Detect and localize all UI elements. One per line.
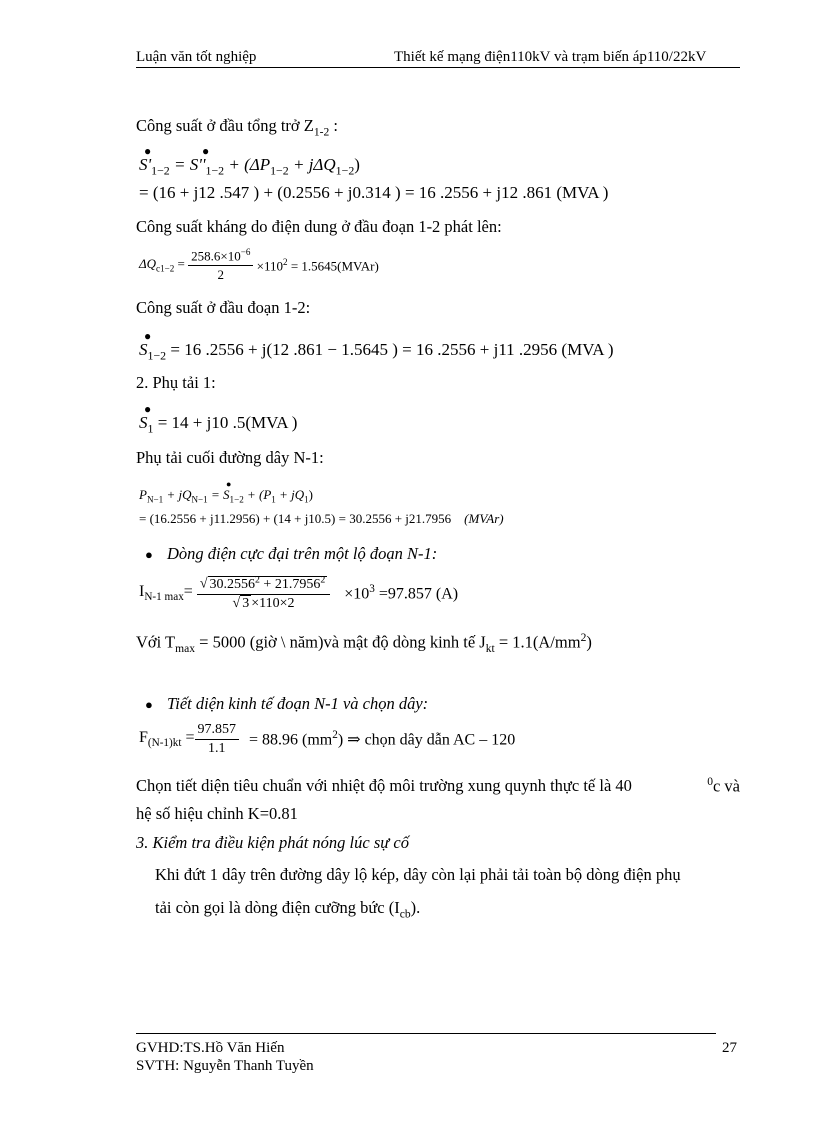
paragraph-fault-current-line2: tải còn gọi là dòng điện cưỡng bức $(I_{cb})$.	[155, 898, 421, 921]
bullet-cross-section: ● Tiết diện kinh tế đoạn N-1 và chọn dây:	[145, 694, 429, 713]
equation-s1: ● $S_1 = 14 + j10$ .5(MVA )	[139, 402, 298, 436]
bullet-max-current: ● Dòng điện cực đại trên một lộ đoạn N-1:	[145, 544, 438, 563]
phasor-dot-icon: ●	[226, 479, 232, 489]
page-number: 27	[722, 1040, 737, 1056]
heading-load-1: 2. Phụ tải 1:	[136, 373, 216, 392]
equation-pn1: ● $P_{N-1} + jQ_{N-1} = S_{1-2} + (P_1 + jQ_1)$	[139, 479, 314, 505]
footer-student: SVTH: Nguyễn Thanh Tuyền	[136, 1058, 314, 1074]
phasor-dot-icon: ●	[144, 329, 152, 343]
equation-s-prime: ● ● $S'_{1-2} = S''_{1-2} + (\Delta P_{1-2} + j\Delta Q_{1-2})$	[139, 144, 360, 178]
phasor-dot-icon: ●	[144, 144, 152, 158]
fraction-fkt: $\frac{97.857}{1.1}$	[195, 722, 240, 757]
phasor-dot-icon: ●	[202, 144, 210, 158]
phasor-dot-icon: ●	[144, 402, 152, 416]
paragraph-tmax: Với $T_{max} = 5000$ (giờ \ năm)và mật độ dòng kinh tế $J_{kt} = 1.1(A/mm^2)$	[136, 632, 592, 655]
bullet-icon: ●	[145, 547, 153, 562]
fraction-delta-qc: $\frac{258.6\times 10^{-6}}{2}$	[188, 247, 253, 283]
bullet-icon: ●	[145, 697, 153, 712]
paragraph-line-end-load: Phụ tải cuối đường dây N-1:	[136, 448, 324, 467]
paragraph-correction-factor: hệ số hiệu chỉnh K=0.81	[136, 804, 298, 823]
paragraph-reactive-power: Công suất kháng do điện dung ở đầu đoạn 1-2 phát lên:	[136, 217, 502, 236]
header-left: Luận văn tốt nghiệp	[136, 49, 257, 65]
fraction-imax: $\frac{√ 30.2556^2 + 21.7956^2}{√ 3 \times 110\times 2}$	[197, 574, 330, 612]
equation-fkt: $F_{(N-1)kt}$ = $\frac{97.857}{1.1}$ = 88.96 $(mm^2)$ ⇒ chọn dây dẫn AC – 120	[139, 722, 516, 756]
equation-s12: ● $S_{1-2} = 16$ .2556 + j(12 .861 − 1.5645 ) = 16 .2556 + j11 .2956 (MVA )	[139, 329, 614, 363]
paragraph-fault-current-line1: Khi đứt 1 dây trên đường dây lộ kép, dây còn lại phải tải toàn bộ dòng điện phụ	[155, 865, 681, 884]
paragraph-segment-power: Công suất ở đầu đoạn 1-2:	[136, 298, 311, 317]
equation-delta-qc: $\Delta Q_{c1-2}$ = $\frac{258.6\times 10^{-6}}{2}$ $\times 110^2$ = 1.5645(MVAr)	[139, 247, 379, 283]
header-right: Thiết kế mạng điện110kV và trạm biến áp110/22kV	[394, 49, 707, 65]
equation-pn1-result: = (16.2556 + j11.2956) + (14 + j10.5) = 30.2556 + j21.7956 (MVAr)	[139, 511, 504, 526]
header-rule	[136, 67, 740, 68]
heading-fault-heating: 3. Kiểm tra điều kiện phát nóng lúc sự cố	[136, 833, 409, 852]
paragraph-standard-section: Chọn tiết diện tiêu chuẩn với nhiệt độ môi trường xung quynh thực tế là 40 $^0$c và	[136, 776, 740, 796]
footer-advisor: GVHD:TS.Hồ Văn Hiến	[136, 1040, 285, 1056]
equation-s-prime-result: = (16 + j12 .547 ) + (0.2556 + j0.314 ) = 16 .2556 + j12 .861 (MVA )	[139, 183, 609, 202]
footer-rule	[136, 1033, 716, 1034]
paragraph-impedance-power: Công suất ở đầu tổng trở $Z_{1-2}$ :	[136, 116, 338, 139]
equation-imax: $I_{N-1 max}=$ $\frac{√ 30.2556^2 + 21.7956^2}{√ 3 \times 110\times 2}$ $\times 10^3 =97.857$ (A)	[139, 574, 459, 611]
